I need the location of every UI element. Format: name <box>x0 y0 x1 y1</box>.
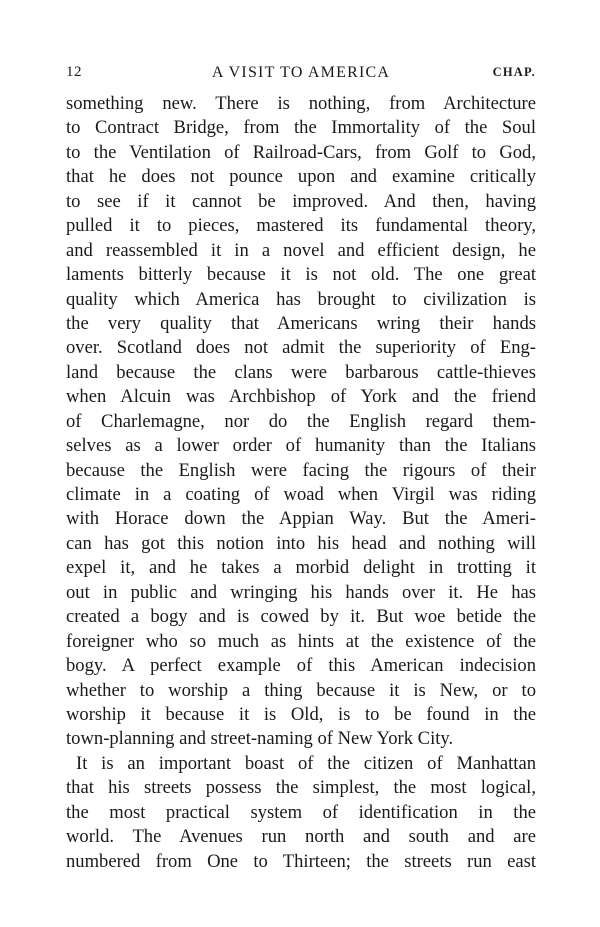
text-line: selves as a lower order of humanity than the Italians <box>66 435 536 457</box>
text-line: over. Scotland does not admit the superiority of Eng- <box>66 337 536 359</box>
text-line: land because the clans were barbarous cattle-thieves <box>66 361 536 383</box>
text-line: world. The Avenues run north and south and are <box>66 826 536 848</box>
text-line: quality which America has brought to civilization is <box>66 288 536 310</box>
text-line: expel it, and he takes a morbid delight in trotting it <box>66 557 536 579</box>
text-line: because the English were facing the rigours of their <box>66 459 536 481</box>
text-line: of Charlemagne, nor do the English regard them- <box>66 410 536 432</box>
text-line: to the Ventilation of Railroad-Cars, from Golf to God, <box>66 141 536 163</box>
text-line: the very quality that Americans wring their hands <box>66 312 536 334</box>
paragraph-2 <box>66 752 536 874</box>
text-line: It is an important boast of the citizen of Manhattan <box>76 752 536 774</box>
text-line: worship it because it is Old, is to be found in the <box>66 703 536 725</box>
text-line: that his streets possess the simplest, the most logical, <box>66 777 536 799</box>
body-text <box>66 92 536 874</box>
text-line: pulled it to pieces, mastered its fundamental theory, <box>66 215 536 237</box>
chapter-label: CHAP. <box>492 65 536 79</box>
text-line: to Contract Bridge, from the Immortality of the Soul <box>66 117 536 139</box>
text-line: that he does not pounce upon and examine critically <box>66 166 536 188</box>
text-line: climate in a coating of woad when Virgil was riding <box>66 484 536 505</box>
text-line: and reassembled it in a novel and efficient design, he <box>66 239 536 261</box>
text-line: to see if it cannot be improved. And then, having <box>66 190 536 212</box>
paragraph-1 <box>66 92 536 752</box>
text-line: out in public and wringing his hands over it. He has <box>66 581 536 603</box>
text-line: with Horace down the Appian Way. But the Ameri- <box>66 508 536 530</box>
text-line: foreigner who so much as hints at the existence of the <box>66 630 536 652</box>
text-line: laments bitterly because it is not old. The one great <box>66 264 536 286</box>
text-line: when Alcuin was Archbishop of York and the friend <box>66 386 536 408</box>
text-line: whether to worship a thing because it is New, or to <box>66 679 536 701</box>
running-head <box>66 64 536 86</box>
text-line: can has got this notion into his head and nothing will <box>66 532 536 554</box>
text-line: created a bogy and is cowed by it. But woe betide the <box>66 606 536 628</box>
text-line: the most practical system of identification in the <box>66 801 536 823</box>
page-number: 12 <box>66 64 82 80</box>
text-line: bogy. A perfect example of this American indecision <box>66 655 536 677</box>
text-line: numbered from One to Thirteen; the streets run east <box>66 850 536 872</box>
running-title: A VISIT TO AMERICA <box>211 64 391 81</box>
text-line: something new. There is nothing, from Architecture <box>66 93 536 114</box>
text-line: town-planning and street-naming of New York City. <box>66 728 454 750</box>
